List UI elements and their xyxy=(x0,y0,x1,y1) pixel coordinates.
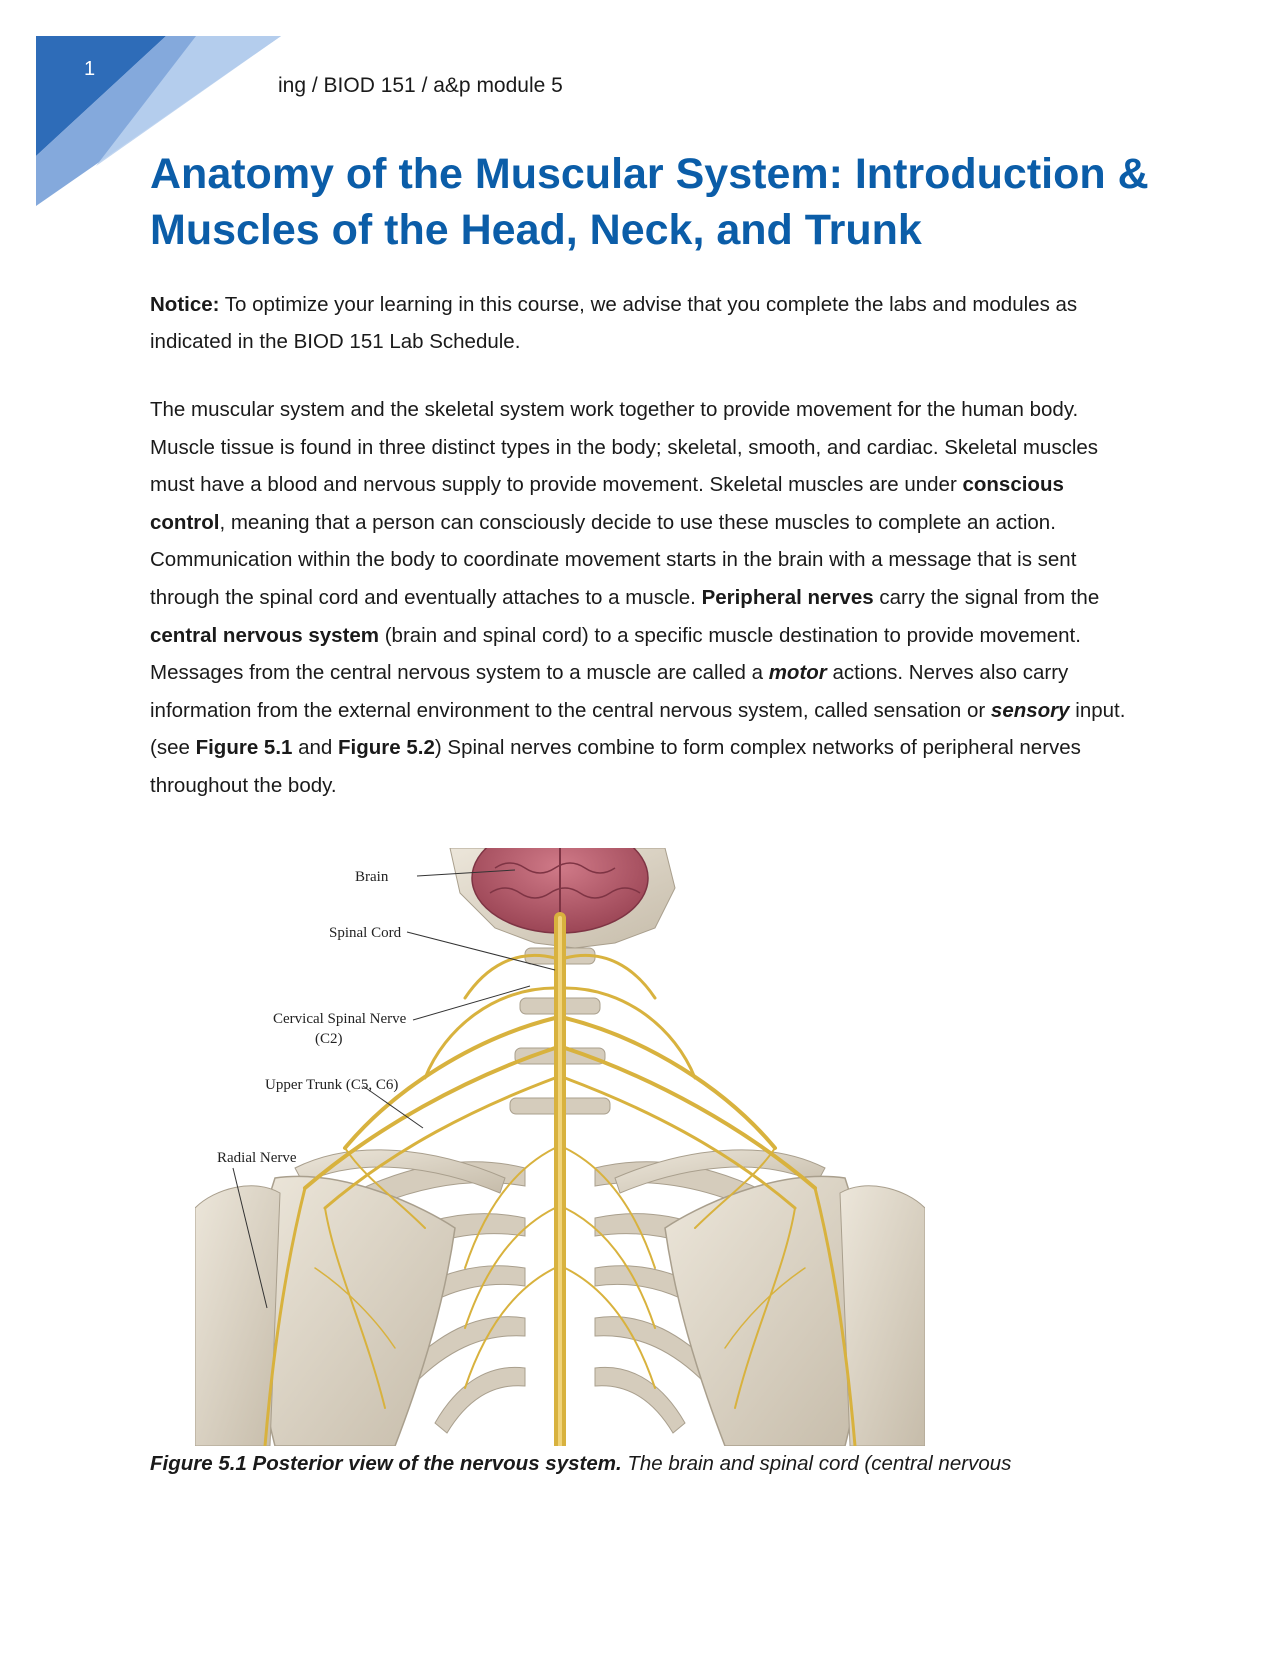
label-cervical-spinal-nerve: Cervical Spinal Nerve xyxy=(273,1011,407,1027)
body-text: and xyxy=(292,736,339,760)
title-line-2: Muscles of the Head, Neck, and Trunk xyxy=(150,206,922,254)
label-cervical-c2: (C2) xyxy=(315,1031,343,1047)
figure-ref-5-2: Figure 5.2 xyxy=(338,736,435,760)
label-upper-trunk: Upper Trunk (C5, C6) xyxy=(265,1077,399,1093)
body-text: (brain and spinal cord) to a specific muscle destination to provide movement. Messages from the central nervous system to a muscle are called a xyxy=(150,623,1081,685)
page-title xyxy=(150,146,1170,258)
body-text: , meaning that a person can consciously decide to use these muscles to complete an action. Communication within the body to coordinate movement starts in the brain with a message that is sent through the spinal cord and eventually attaches to a muscle. xyxy=(150,510,1077,609)
body-text: carry the signal from the xyxy=(873,585,1100,609)
page-number: 1 xyxy=(84,58,96,80)
notice-label: Notice: xyxy=(150,293,220,316)
body-text: ) Spinal nerves combine to form complex networks of peripheral nerves throughout the body. xyxy=(150,736,1081,797)
intro-paragraph xyxy=(150,391,1140,805)
label-radial-nerve: Radial Nerve xyxy=(217,1150,297,1166)
label-brain: Brain xyxy=(355,869,389,885)
term-peripheral-nerves: Peripheral nerves xyxy=(701,585,874,609)
caption-text: The brain and spinal cord (central nervous xyxy=(621,1452,1012,1475)
figure-ref-5-1: Figure 5.1 xyxy=(195,736,293,760)
title-line-1: Anatomy of the Muscular System: Introduction & xyxy=(150,150,1149,198)
body-text: The muscular system and the skeletal system work together to provide movement for the human body. Muscle tissue is found in three distinct types in the body; skeletal, smooth, and cardiac. Skeletal muscles must have a blood and nervous supply to provide movement. Skeletal muscles are under xyxy=(150,398,1099,497)
label-spinal-cord: Spinal Cord xyxy=(329,925,402,941)
term-sensory: sensory xyxy=(990,698,1070,722)
notice-paragraph xyxy=(150,286,1140,360)
body-text: actions. Nerves also carry information from the external environment to the central nervous system, called sensation or xyxy=(150,661,1069,722)
body-text: input. (see xyxy=(150,698,1126,760)
caption-title: Figure 5.1 Posterior view of the nervous system. xyxy=(150,1452,622,1475)
term-central-nervous-system: central nervous system xyxy=(150,623,380,647)
nervous-system-illustration xyxy=(195,848,925,1446)
term-conscious-control: conscious control xyxy=(150,473,1064,534)
notice-text: To optimize your learning in this course, we advise that you complete the labs and modules as indicated in the BIOD 151 Lab Schedule. xyxy=(150,293,1078,353)
breadcrumb: ing / BIOD 151 / a&p module 5 xyxy=(278,74,563,97)
term-motor: motor xyxy=(768,661,827,685)
figure-caption xyxy=(150,1452,1170,1476)
